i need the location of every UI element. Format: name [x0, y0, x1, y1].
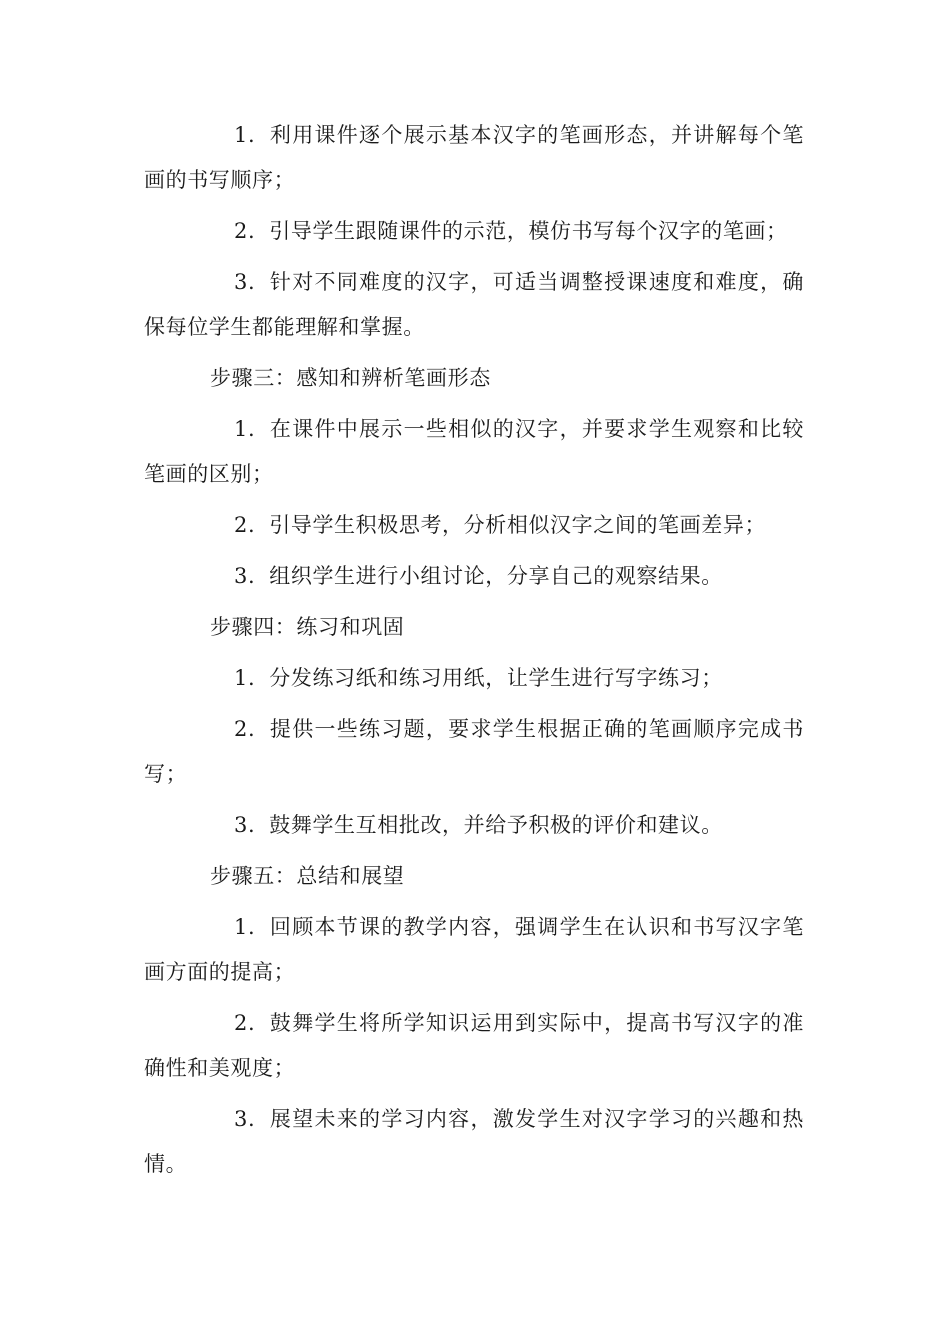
item-number: 3.	[234, 1107, 256, 1131]
item-text: 引导学生跟随课件的示范，模仿书写每个汉字的笔画；	[269, 219, 788, 243]
item-text: 利用课件逐个展示基本汉字的笔画形态，并讲解每个笔画的书写顺序；	[144, 123, 804, 192]
list-item	[144, 554, 804, 599]
list-item	[144, 407, 804, 497]
item-number: 3.	[234, 270, 256, 294]
item-text: 分发练习纸和练习用纸，让学生进行写字练习；	[269, 666, 723, 690]
step-heading: 步骤三：感知和辨析笔画形态	[210, 366, 491, 390]
step-heading: 步骤五：总结和展望	[210, 864, 405, 888]
item-number: 1.	[234, 417, 256, 441]
item-number: 3.	[234, 813, 256, 837]
item-text: 提供一些练习题，要求学生根据正确的笔画顺序完成书写；	[144, 717, 804, 786]
list-item	[144, 113, 804, 203]
item-text: 组织学生进行小组讨论，分享自己的观察结果。	[269, 564, 723, 588]
list-item	[144, 1001, 804, 1091]
item-text: 鼓舞学生将所学知识运用到实际中，提高书写汉字的准确性和美观度；	[144, 1011, 804, 1080]
item-text: 回顾本节课的教学内容，强调学生在认识和书写汉字笔画方面的提高；	[144, 915, 804, 984]
item-number: 2.	[234, 219, 256, 243]
list-item	[144, 260, 804, 350]
item-number: 1.	[234, 666, 256, 690]
item-text: 在课件中展示一些相似的汉字，并要求学生观察和比较笔画的区别；	[144, 417, 804, 486]
item-text: 引导学生积极思考，分析相似汉字之间的笔画差异；	[269, 513, 767, 537]
list-item	[144, 209, 804, 254]
item-number: 1.	[234, 915, 256, 939]
item-text: 展望未来的学习内容，激发学生对汉字学习的兴趣和热情。	[144, 1107, 804, 1176]
list-item	[144, 707, 804, 797]
list-item	[144, 803, 804, 848]
item-number: 1.	[234, 123, 256, 147]
list-item	[144, 1097, 804, 1187]
item-number: 2.	[234, 1011, 256, 1035]
document-body	[144, 113, 804, 1193]
item-number: 2.	[234, 717, 256, 741]
list-item	[144, 905, 804, 995]
item-text: 针对不同难度的汉字，可适当调整授课速度和难度，确保每位学生都能理解和掌握。	[144, 270, 804, 339]
list-item	[144, 656, 804, 701]
item-number: 2.	[234, 513, 256, 537]
list-item	[144, 503, 804, 548]
step-heading: 步骤四：练习和巩固	[210, 615, 405, 639]
item-number: 3.	[234, 564, 256, 588]
item-text: 鼓舞学生互相批改，并给予积极的评价和建议。	[269, 813, 723, 837]
